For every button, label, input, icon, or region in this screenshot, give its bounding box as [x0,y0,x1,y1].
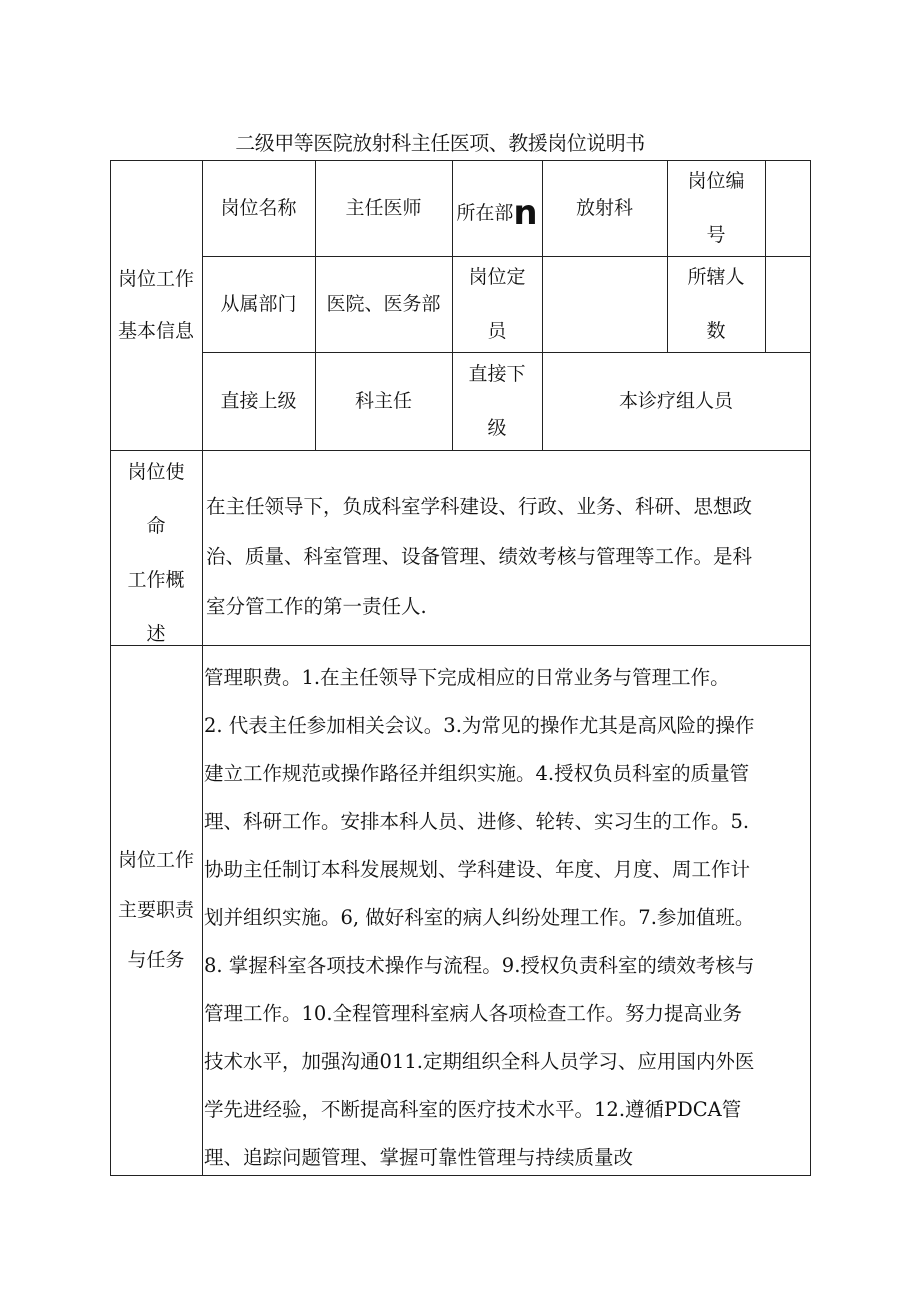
position-code-label [667,160,765,256]
text-line: 在主任领导下，负成科室学科建设、行政、业务、科研、思想政 [206,495,753,518]
text-line: 学先进经验，不断提高科室的医疗技术水平。12.遵循PDCA管 [204,1098,742,1121]
position-code-value [765,160,810,256]
text-line: 8. 掌握科室各项技术操作与流程。9.授权负责科室的绩效考核与 [204,954,755,977]
text-line: 划并组织实施。6, 做好科室的病人纠纷处理工作。7.参加值班。 [204,906,755,929]
text-line: 2. 代表主任参加相关会议。3.为常见的操作尤其是高风险的操作 [204,714,755,737]
label-line: 岗位使 [127,461,185,483]
position-name-value: 主任医师 [345,197,422,219]
label-line: 直接下 [468,363,526,385]
grid-line [810,160,811,1176]
label-line: 数 [706,320,726,342]
department-value: 放射科 [575,197,633,219]
duties-text [204,645,808,1175]
text-line: 建立工作规范或操作路径并组织实施。4.授权负员科室的质量管 [204,762,750,785]
label-line: 工作概 [127,569,185,591]
superior-value: 科主任 [354,390,412,412]
label-line: 岗位工作 [117,268,194,290]
text-line-content: 1.在主任领导下完成相应的日常业务与管理工作。 [301,666,730,689]
document-title: 二级甲等医院放射科主任医项、教援岗位说明书 [235,131,645,155]
duties-label [110,645,202,1175]
department-label-suffix: n [513,193,538,233]
label-line: 员 [487,320,507,342]
grid-line [110,1175,811,1176]
mission-label [110,450,202,645]
label-line: 号 [706,224,726,246]
text-line: 治、质量、科室管理、设备管理、绩效考核与管理等工作。是科 [206,545,753,568]
superior-label: 直接上级 [220,390,297,412]
label-line: 岗位定 [468,266,526,288]
quota-label [452,256,542,352]
duties-heading: 管理职费。 [204,666,302,689]
label-line: 主要职责 [117,899,194,921]
label-line: 基本信息 [117,320,194,342]
position-name-label: 岗位名称 [220,197,297,219]
mission-text [206,450,806,645]
text-line: 协助主任制订本科发展规划、学科建设、年度、月度、周工作计 [204,858,751,881]
parent-dept-label: 从属部门 [220,293,297,315]
label-line: 述 [146,623,166,645]
label-line: 岗位工作 [117,849,194,871]
label-line: 命 [146,515,166,537]
text-line: 理、科研工作。安排本科人员、进修、轮转、实习生的工作。5. [204,810,750,833]
subordinate-value: 本诊疗组人员 [618,390,733,412]
text-line: 管理工作。10.全程管理科室病人各项检查工作。努力提高业务 [204,1002,743,1025]
label-line: 与任务 [127,949,185,971]
label-line: 岗位编 [687,170,745,192]
basic-info-label [110,160,202,450]
text-line: 室分管工作的第一责任人. [206,595,427,618]
department-label-text: 所在部 [456,202,514,224]
staff-count-value [765,256,810,352]
staff-count-label [667,256,765,352]
subordinate-label [452,352,542,450]
label-line: 所辖人 [687,266,745,288]
quota-value [542,256,667,352]
text-line [204,662,730,690]
parent-dept-value: 医院、医务部 [326,293,441,315]
department-label [452,160,542,256]
text-line: 技术水平，加强沟通011.定期组织全科人员学习、应用国内外医 [204,1050,755,1073]
label-line: 级 [487,417,507,439]
text-line: 理、追踪问题管理、掌握可靠性管理与持续质量改 [204,1146,634,1169]
